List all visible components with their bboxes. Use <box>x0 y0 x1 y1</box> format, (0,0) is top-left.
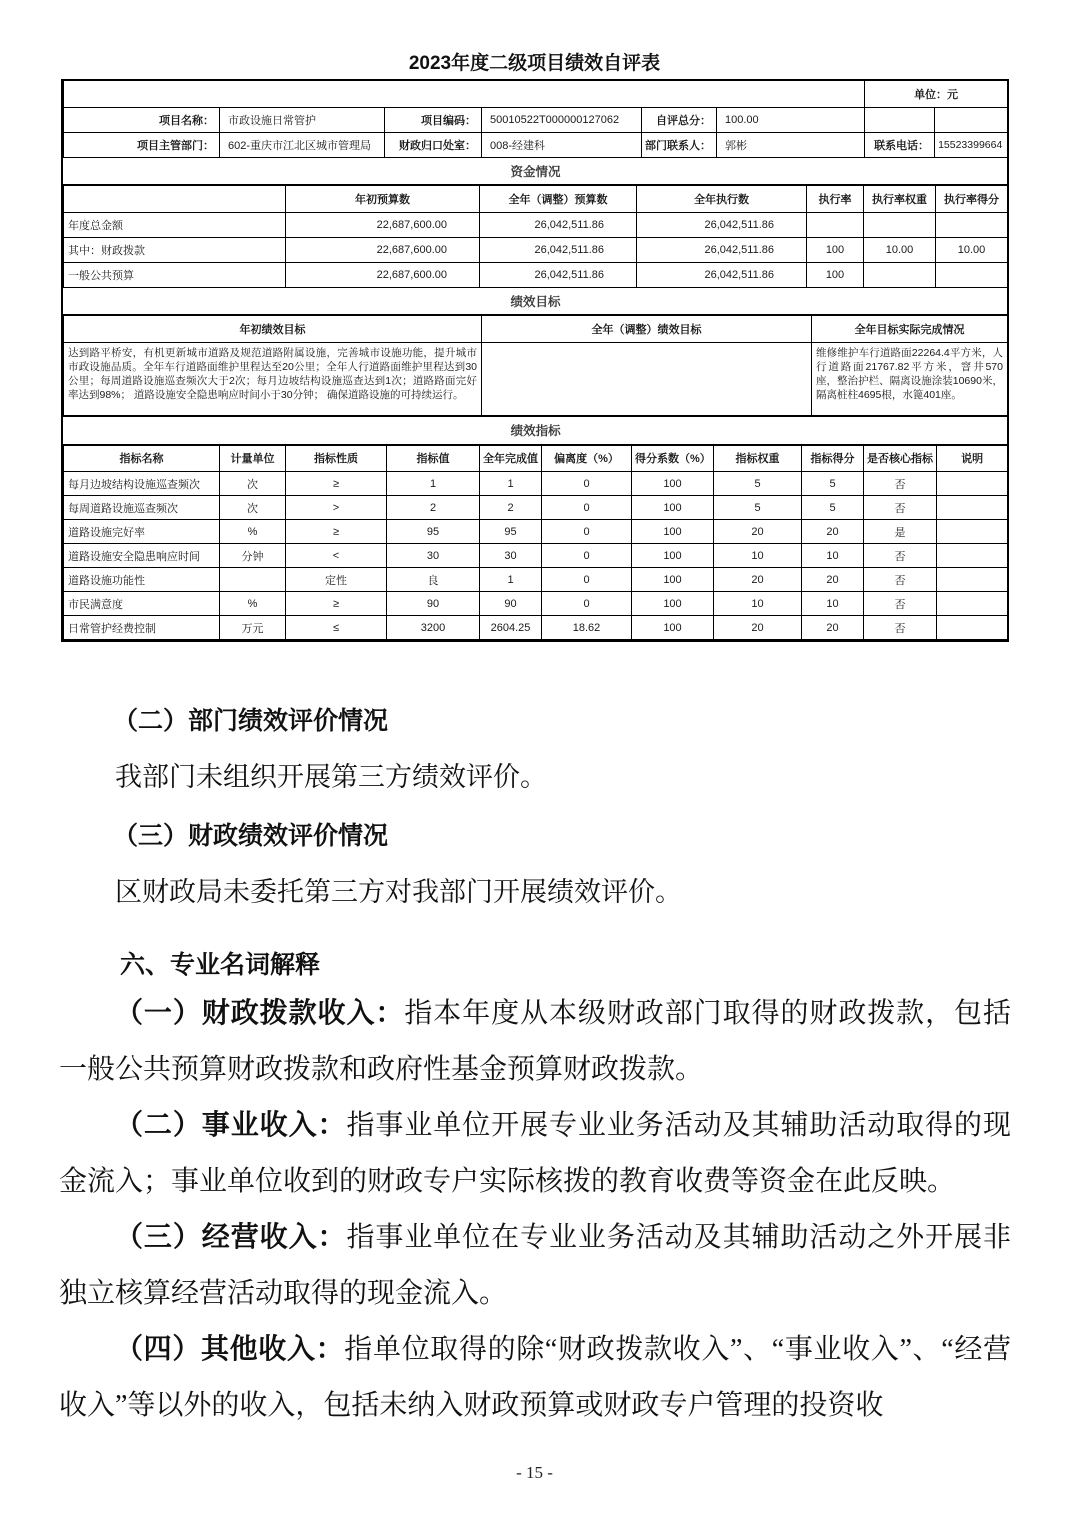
goals-table <box>63 287 1008 418</box>
table-cell: 22,687,600.00 <box>286 262 480 287</box>
definition-business-income <box>59 1098 1011 1210</box>
table-cell: 0 <box>542 568 632 592</box>
table-cell: 否 <box>864 496 937 520</box>
column-header: 是否核心指标 <box>864 445 937 472</box>
department-row <box>64 132 1008 157</box>
table-cell: 每月边坡结构设施巡查频次 <box>64 472 220 496</box>
table-cell: 90 <box>480 592 542 616</box>
indicators-band-label: 绩效指标 <box>64 417 1008 445</box>
table-row <box>64 616 1008 640</box>
table-cell: 5 <box>802 472 864 496</box>
project-name-value: 市政设施日常管护 <box>220 107 385 132</box>
table-row <box>64 262 1008 287</box>
indicators-table <box>63 416 1008 640</box>
table-cell <box>936 212 1008 237</box>
definition-fiscal-appropriation <box>59 986 1011 1098</box>
table-cell <box>937 520 1008 544</box>
table-cell <box>937 472 1008 496</box>
table-cell: 30 <box>480 544 542 568</box>
funding-band-label: 资金情况 <box>64 157 1008 185</box>
unit-label: 单位：元 <box>865 81 1008 107</box>
terms-heading: 六、专业名词解释 <box>120 951 321 979</box>
empty-cell <box>935 107 1008 132</box>
table-cell: 95 <box>480 520 542 544</box>
self-evaluation-table <box>61 79 1009 642</box>
table-cell: 20 <box>714 616 802 640</box>
self-score-value: 100.00 <box>717 107 865 132</box>
table-cell: 26,042,511.86 <box>637 237 807 262</box>
table-row <box>64 237 1008 262</box>
definition-text: 指事业单位在专业业务活动及其辅助活动之外开展非独立核算经营活动取得的现金流入。 <box>59 1222 1011 1309</box>
column-header: 全年完成值 <box>480 445 542 472</box>
definition-other-income <box>59 1322 1011 1434</box>
column-header: 执行率 <box>807 185 864 212</box>
column-header: 计量单位 <box>220 445 286 472</box>
table-cell: 1 <box>387 472 480 496</box>
funding-table <box>63 157 1008 288</box>
table-cell: 26,042,511.86 <box>637 262 807 287</box>
table-cell: 0 <box>542 496 632 520</box>
table-cell: 道路设施完好率 <box>64 520 220 544</box>
column-header: 全年（调整）绩效目标 <box>482 315 812 342</box>
table-cell: 分钟 <box>220 544 286 568</box>
table-row <box>64 472 1008 496</box>
table-cell: 0 <box>542 544 632 568</box>
definition-term: （一）财政拨款收入： <box>115 998 405 1029</box>
table-cell <box>220 568 286 592</box>
table-cell: 一般公共预算 <box>64 262 286 287</box>
column-header: 全年（调整）预算数 <box>480 185 637 212</box>
table-cell: 18.62 <box>542 616 632 640</box>
indicators-section-header <box>64 417 1008 445</box>
table-cell: ≥ <box>286 520 387 544</box>
table-cell: > <box>286 496 387 520</box>
table-cell <box>937 496 1008 520</box>
column-header: 得分系数（%） <box>632 445 714 472</box>
table-cell: 5 <box>714 472 802 496</box>
table-cell: < <box>286 544 387 568</box>
table-cell: 95 <box>387 520 480 544</box>
table-cell: 22,687,600.00 <box>286 212 480 237</box>
actual-completion-text: 维修维护车行道路面22264.4平方米，人行道路面21767.82平方米，窨井570座，整治护栏、隔离设施涂装10690米，隔离桩柱4695根，水篦401座。 <box>812 342 1008 416</box>
table-cell: ≥ <box>286 472 387 496</box>
table-cell: 0 <box>542 592 632 616</box>
table-cell: 定性 <box>286 568 387 592</box>
table-cell: 良 <box>387 568 480 592</box>
document-title: 2023年度二级项目绩效自评表 <box>408 53 661 74</box>
table-cell: 20 <box>802 568 864 592</box>
table-row <box>64 592 1008 616</box>
goals-header-row <box>64 315 1008 342</box>
definition-text: 指单位取得的除“财政拨款收入”、“事业收入”、“经营收入”等以外的收入，包括未纳入财政预算或财政专户管理的投资收 <box>59 1334 1011 1421</box>
table-row <box>64 520 1008 544</box>
funding-rows <box>64 212 1008 287</box>
project-name-row <box>64 107 1008 132</box>
table-cell: 26,042,511.86 <box>480 262 637 287</box>
indicator-rows <box>64 472 1008 640</box>
table-cell: 22,687,600.00 <box>286 237 480 262</box>
page-number: - 15 - <box>516 1463 553 1482</box>
column-header <box>64 185 286 212</box>
initial-goal-text: 达到路平桥安，有机更新城市道路及规范道路附属设施，完善城市设施功能，提升城市市政设施品质。全年车行道路面维护里程达至20公里；全年人行道路面维护里程达到30公里；每周道路设施巡查频次大于2次；每月边坡结构设施巡查达到1次；道路路面完好率达到98%； 道路设施安全隐患响应时间小于30分钟； 确保道路设施的可持续运行。 <box>64 342 482 416</box>
contact-label: 部门联系人： <box>642 132 717 157</box>
definition-term: （二）事业收入： <box>115 1110 347 1141</box>
column-header: 指标得分 <box>802 445 864 472</box>
table-cell: 20 <box>802 520 864 544</box>
table-row <box>64 568 1008 592</box>
dept-label: 项目主管部门： <box>64 132 220 157</box>
table-cell: 10.00 <box>936 237 1008 262</box>
definition-term: （四）其他收入： <box>115 1334 345 1365</box>
goals-content-row <box>64 342 1008 416</box>
column-header: 指标权重 <box>714 445 802 472</box>
table-cell: 26,042,511.86 <box>637 212 807 237</box>
column-header: 指标值 <box>387 445 480 472</box>
table-cell: 10 <box>802 592 864 616</box>
table-cell: % <box>220 592 286 616</box>
table-cell: 次 <box>220 496 286 520</box>
funding-header-row <box>64 185 1008 212</box>
dept-evaluation-body: 我部门未组织开展第三方绩效评价。 <box>115 762 547 792</box>
dept-value: 602-重庆市江北区城市管理局 <box>220 132 385 157</box>
table-cell <box>936 262 1008 287</box>
table-cell: 5 <box>802 496 864 520</box>
column-header: 全年目标实际完成情况 <box>812 315 1008 342</box>
funding-section-header <box>64 157 1008 185</box>
column-header: 说明 <box>937 445 1008 472</box>
table-cell: 100 <box>807 262 864 287</box>
office-value: 008-经建科 <box>482 132 642 157</box>
dept-evaluation-heading: （二）部门绩效评价情况 <box>113 708 389 735</box>
table-cell: 20 <box>714 568 802 592</box>
column-header: 年初预算数 <box>286 185 480 212</box>
table-cell: 次 <box>220 472 286 496</box>
table-cell: 否 <box>864 616 937 640</box>
definition-operating-income <box>59 1210 1011 1322</box>
table-cell: 10 <box>714 544 802 568</box>
table-cell: 0 <box>542 520 632 544</box>
phone-label: 联系电话： <box>865 132 935 157</box>
table-cell: 100 <box>632 592 714 616</box>
table-cell: 100 <box>632 568 714 592</box>
table-cell: 100 <box>632 496 714 520</box>
table-cell: 0 <box>542 472 632 496</box>
table-cell: 其中：财政拨款 <box>64 237 286 262</box>
column-header: 指标名称 <box>64 445 220 472</box>
table-row <box>64 544 1008 568</box>
table-cell: 否 <box>864 544 937 568</box>
table-row <box>64 496 1008 520</box>
table-cell: 道路设施安全隐患响应时间 <box>64 544 220 568</box>
term-definitions <box>59 986 1011 1434</box>
column-header: 全年执行数 <box>637 185 807 212</box>
table-cell <box>937 592 1008 616</box>
table-cell: 否 <box>864 592 937 616</box>
office-label: 财政归口处室： <box>385 132 482 157</box>
table-cell <box>864 262 936 287</box>
project-code-label: 项目编码： <box>385 107 482 132</box>
project-name-label: 项目名称： <box>64 107 220 132</box>
table-cell: 10 <box>714 592 802 616</box>
table-cell <box>807 212 864 237</box>
table-cell <box>937 544 1008 568</box>
table-row <box>64 212 1008 237</box>
table-cell: 100 <box>632 616 714 640</box>
indicators-header-row <box>64 445 1008 472</box>
table-cell: 每周道路设施巡查频次 <box>64 496 220 520</box>
unit-row <box>64 81 1008 107</box>
table-cell: 26,042,511.86 <box>480 237 637 262</box>
table-cell: 30 <box>387 544 480 568</box>
table-cell: 10 <box>802 544 864 568</box>
table-cell: % <box>220 520 286 544</box>
table-cell: 100 <box>807 237 864 262</box>
table-cell: 90 <box>387 592 480 616</box>
table-cell <box>937 616 1008 640</box>
goals-section-header <box>64 287 1008 315</box>
table-cell: 1 <box>480 568 542 592</box>
table-cell: 20 <box>714 520 802 544</box>
column-header: 执行率权重 <box>864 185 936 212</box>
table-cell: 2604.25 <box>480 616 542 640</box>
self-score-label: 自评总分： <box>642 107 717 132</box>
table-cell: 3200 <box>387 616 480 640</box>
spacer-cell <box>64 81 865 107</box>
table-cell: 1 <box>480 472 542 496</box>
adjusted-goal-text <box>482 342 812 416</box>
table-cell <box>937 568 1008 592</box>
table-cell: 100 <box>632 472 714 496</box>
project-code-value: 50010522T000000127062 <box>482 107 642 132</box>
finance-evaluation-heading: （三）财政绩效评价情况 <box>113 823 389 850</box>
definition-text: 指本年度从本级财政部门取得的财政拨款，包括一般公共预算财政拨款和政府性基金预算财政拨款。 <box>59 998 1011 1085</box>
column-header: 指标性质 <box>286 445 387 472</box>
phone-value: 15523399664 <box>935 132 1008 157</box>
definition-term: （三）经营收入： <box>115 1222 347 1253</box>
column-header: 偏离度（%） <box>542 445 632 472</box>
column-header: 执行率得分 <box>936 185 1008 212</box>
table-cell: 2 <box>480 496 542 520</box>
table-cell: 是 <box>864 520 937 544</box>
table-cell: 100 <box>632 520 714 544</box>
table-cell: ≥ <box>286 592 387 616</box>
table-cell: 10.00 <box>864 237 936 262</box>
table-cell: 5 <box>714 496 802 520</box>
table-cell: 20 <box>802 616 864 640</box>
table-cell: 万元 <box>220 616 286 640</box>
table-cell: 市民满意度 <box>64 592 220 616</box>
table-cell: 2 <box>387 496 480 520</box>
column-header: 年初绩效目标 <box>64 315 482 342</box>
table-cell: 26,042,511.86 <box>480 212 637 237</box>
contact-value: 郭彬 <box>717 132 865 157</box>
goals-band-label: 绩效目标 <box>64 287 1008 315</box>
table-cell: 道路设施功能性 <box>64 568 220 592</box>
table-cell: 否 <box>864 568 937 592</box>
empty-cell <box>865 107 935 132</box>
table-cell: 日常管护经费控制 <box>64 616 220 640</box>
table-cell: 否 <box>864 472 937 496</box>
project-info-table <box>63 81 1008 158</box>
table-cell <box>864 212 936 237</box>
table-cell: 100 <box>632 544 714 568</box>
table-cell: 年度总金额 <box>64 212 286 237</box>
definition-text: 指事业单位开展专业业务活动及其辅助活动取得的现金流入；事业单位收到的财政专户实际核拨的教育收费等资金在此反映。 <box>59 1110 1011 1197</box>
finance-evaluation-body: 区财政局未委托第三方对我部门开展绩效评价。 <box>115 877 682 907</box>
table-cell: ≤ <box>286 616 387 640</box>
